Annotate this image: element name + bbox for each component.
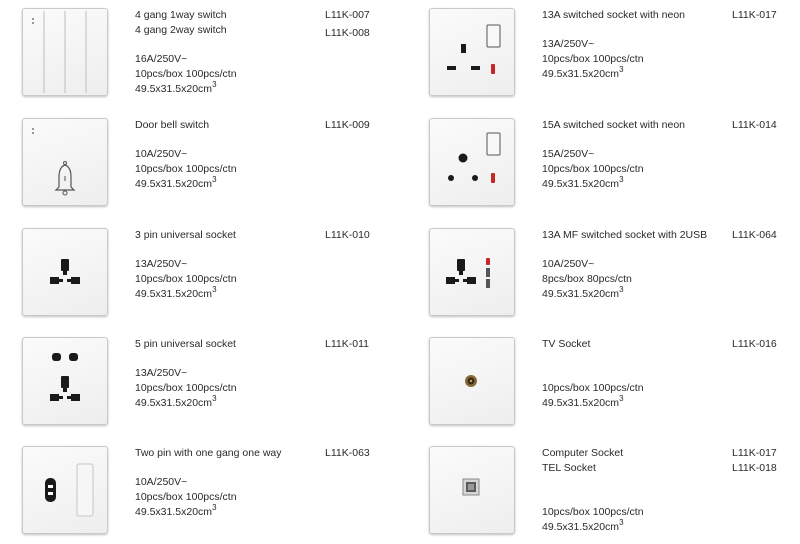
door-bell-switch-icon [22,118,108,206]
product-name: Two pin with one gang one way [135,447,282,459]
product-size: $49.5x31.5x20cm^3$ [542,394,624,409]
product-name: 3 pin universal socket [135,229,236,241]
product-size: $49.5x31.5x20cm^3$ [542,175,624,190]
product-packing: 10pcs/box 100pcs/ctn [135,163,237,175]
product-name: 15A switched socket with neon [542,119,686,131]
product-item [429,337,800,433]
product-spec: 13A/250V~ [135,258,188,270]
product-size: $49.5x31.5x20cm^3$ [542,285,624,300]
product-code: L11K-064 [732,229,777,241]
product-code: L11K-017 [732,447,777,459]
product-spec [542,366,644,381]
product-spec: 10A/250V~ [542,258,595,270]
product-name: Door bell switch [135,119,210,131]
product-spec: 13A/250V~ [135,367,188,379]
product-spec: 10A/250V~ [135,148,188,160]
product-spec: 16A/250V~ [135,53,188,65]
product-code-alt: L11K-018 [732,462,777,474]
mf-socket-usb-icon [429,228,515,316]
product-packing: 10pcs/box 100pcs/ctn [542,53,644,65]
product-packing: 10pcs/box 100pcs/ctn [135,68,237,80]
product-name-alt: TEL Socket [542,462,596,474]
product-code: L11K-063 [325,447,370,459]
product-size: $49.5x31.5x20cm^3$ [135,80,217,95]
two-pin-one-gang-icon [22,446,108,534]
product-packing: 10pcs/box 100pcs/ctn [542,382,644,394]
product-packing: 10pcs/box 100pcs/ctn [542,163,644,175]
13a-switched-socket-icon [429,8,515,96]
product-code: L11K-009 [325,119,370,131]
product-size: $49.5x31.5x20cm^3$ [135,503,217,518]
product-code: L11K-014 [732,119,777,131]
product-item [22,228,402,324]
product-item [429,228,800,324]
product-code: L11K-010 [325,229,370,241]
product-code: L11K-017 [732,9,777,21]
product-code: L11K-011 [325,338,369,350]
product-code: L11K-016 [732,338,777,350]
product-name: 4 gang 1way switch [135,9,227,21]
three-pin-universal-socket-icon [22,228,108,316]
product-packing: 10pcs/box 100pcs/ctn [135,382,237,394]
product-packing: 10pcs/box 100pcs/ctn [135,491,237,503]
product-size: $49.5x31.5x20cm^3$ [135,285,217,300]
tv-socket-icon [429,337,515,425]
four-gang-switch-icon [22,8,108,96]
product-size: $49.5x31.5x20cm^3$ [135,394,217,409]
product-size: $49.5x31.5x20cm^3$ [135,175,217,190]
product-size: $49.5x31.5x20cm^3$ [542,518,624,533]
product-name: TV Socket [542,338,591,350]
product-item [22,337,402,433]
product-item [429,8,800,104]
product-item [22,118,402,214]
product-name-alt: 4 gang 2way switch [135,24,227,36]
product-name: 13A switched socket with neon [542,9,686,21]
product-spec [542,490,644,505]
product-packing: 10pcs/box 100pcs/ctn [135,273,237,285]
product-item [22,8,402,104]
product-spec: 10A/250V~ [135,476,188,488]
product-code-alt: L11K-008 [325,27,370,39]
product-item [22,446,402,542]
product-packing: 8pcs/box 80pcs/ctn [542,273,632,285]
product-spec: 13A/250V~ [542,38,595,50]
product-item [429,446,800,542]
15a-switched-socket-icon [429,118,515,206]
product-packing: 10pcs/box 100pcs/ctn [542,506,644,518]
product-code: L11K-007 [325,9,370,21]
product-name: 5 pin universal socket [135,338,236,350]
product-spec: 15A/250V~ [542,148,595,160]
product-name: Computer Socket [542,447,624,459]
five-pin-universal-socket-icon [22,337,108,425]
computer-tel-socket-icon [429,446,515,534]
product-item [429,118,800,214]
product-size: $49.5x31.5x20cm^3$ [542,65,624,80]
product-name: 13A MF switched socket with 2USB [542,229,708,241]
